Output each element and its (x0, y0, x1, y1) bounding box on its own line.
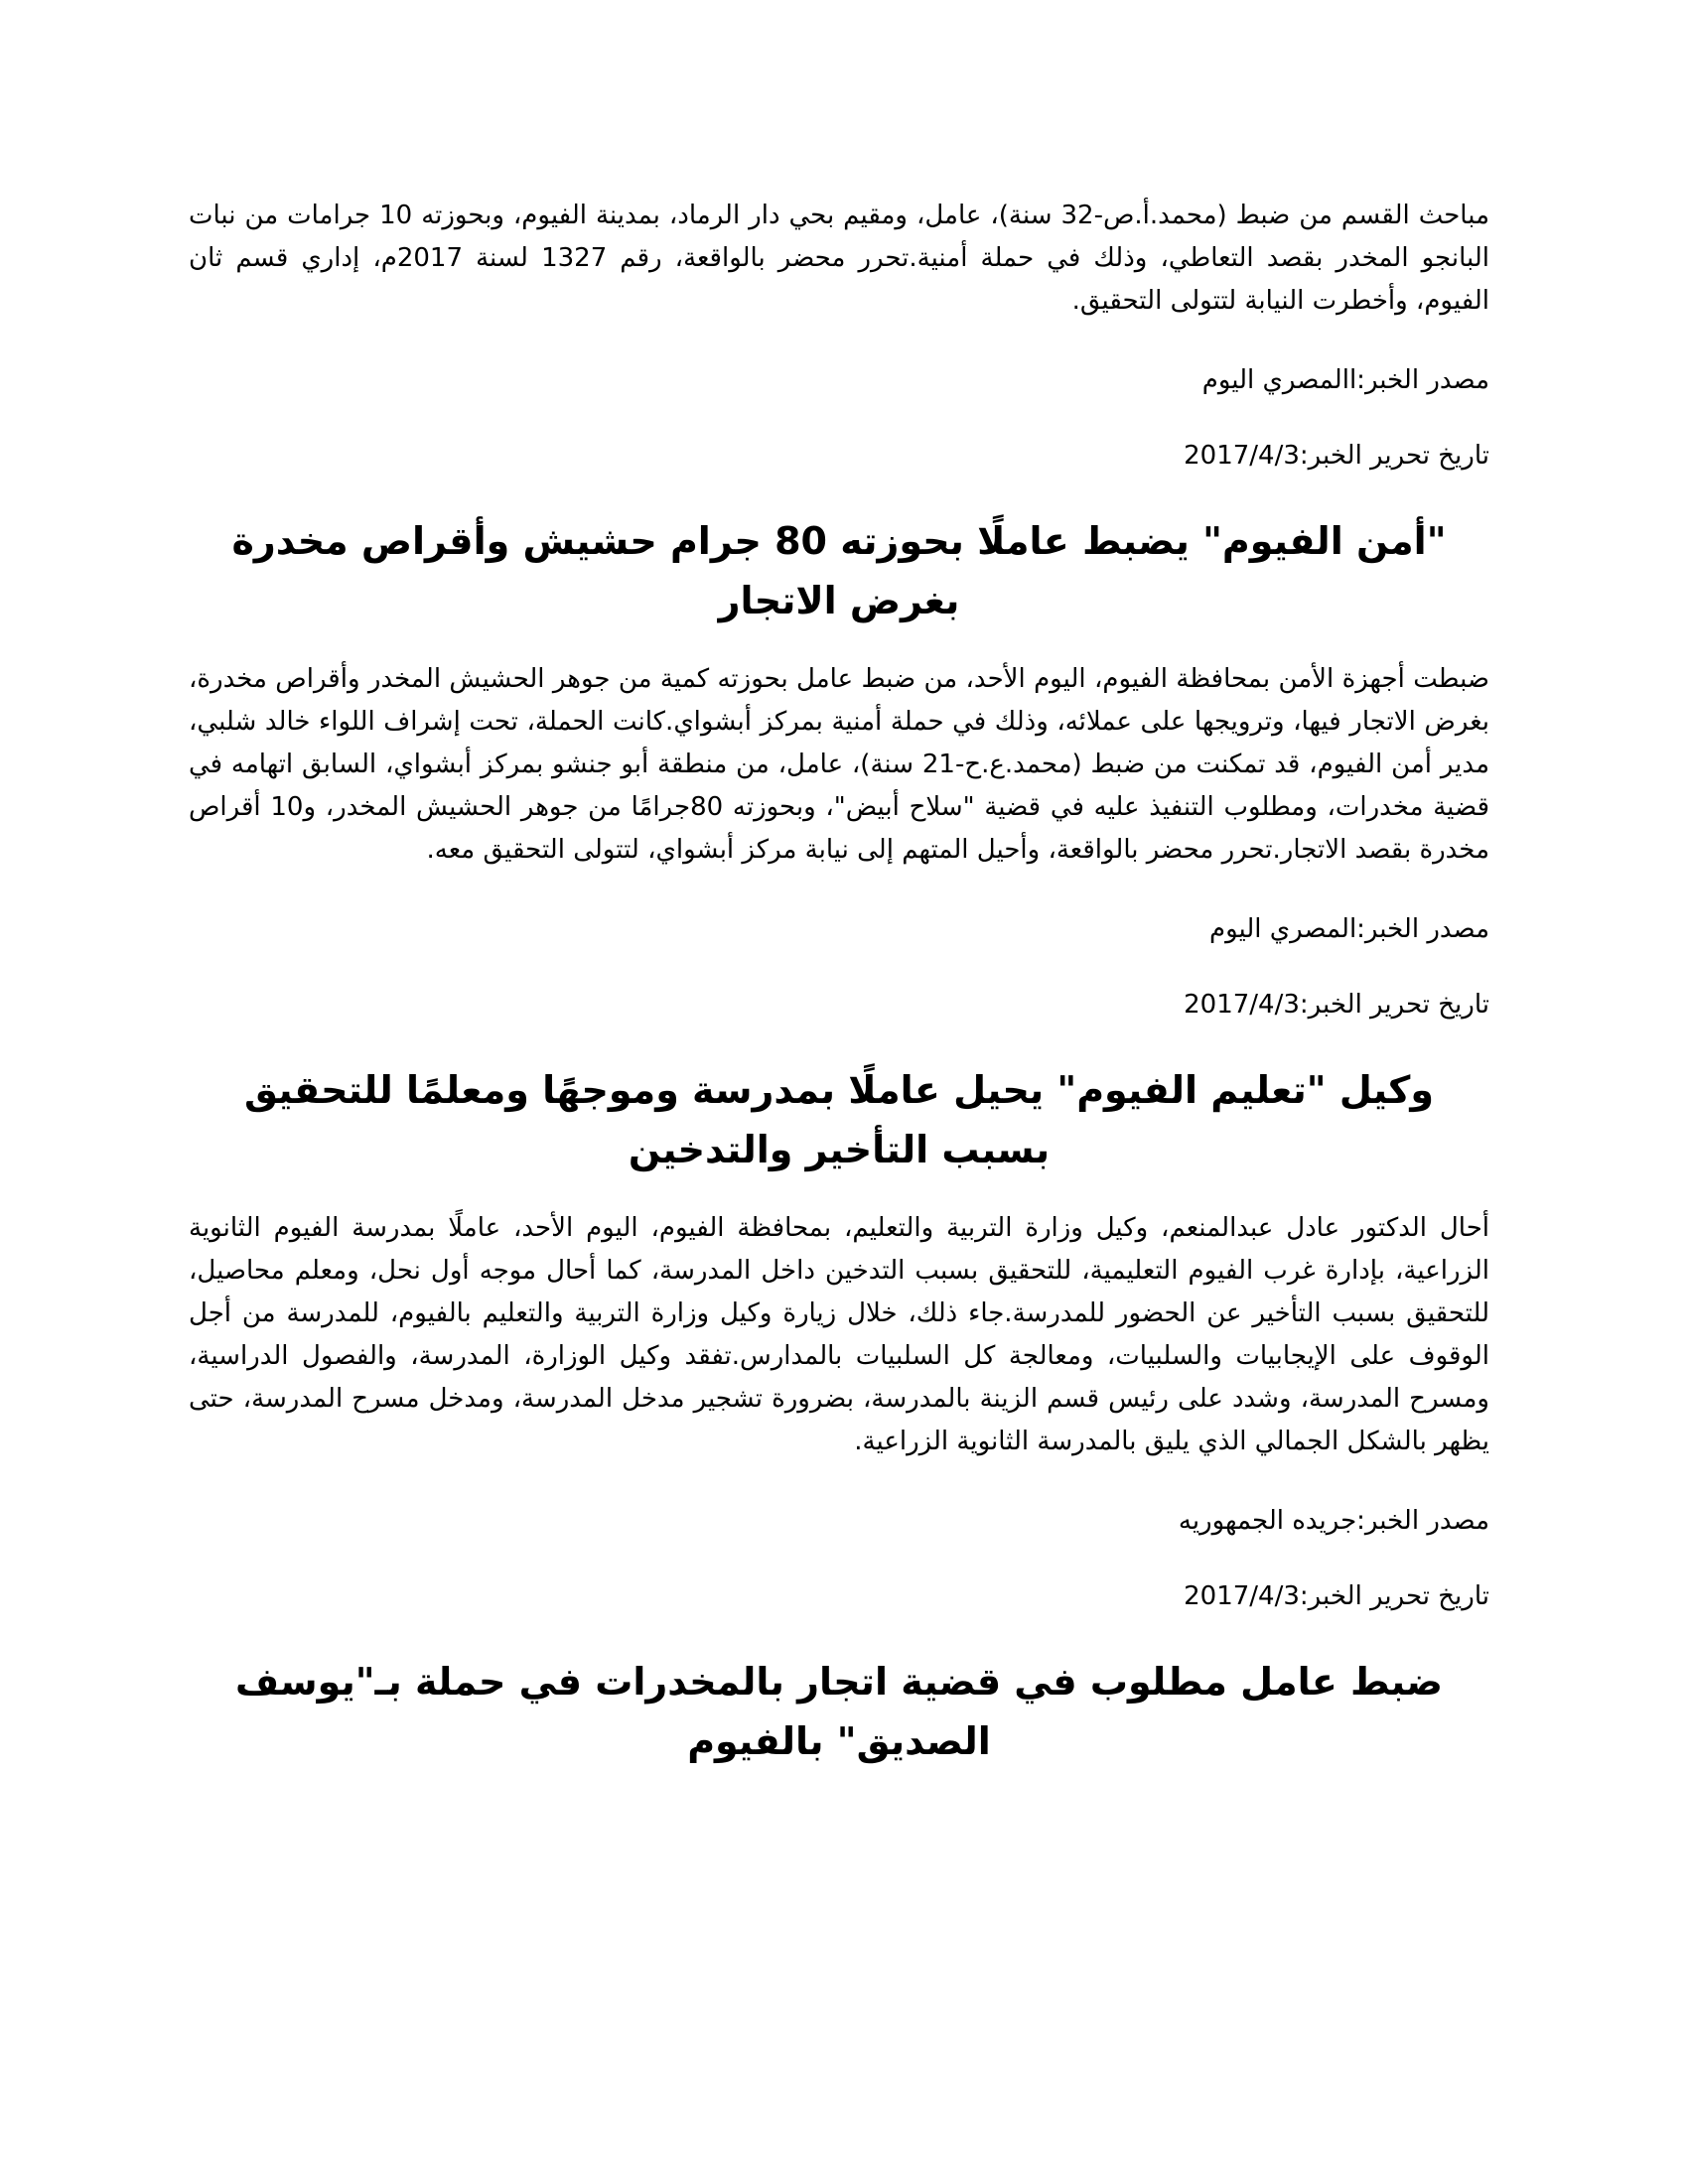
article-2 (189, 511, 1489, 1023)
article-headline: "أمن الفيوم" يضبط عاملًا بحوزته 80 جرام حشيش وأقراص مخدرة بغرض الاتجار (231, 519, 1447, 622)
article-headline: وكيل "تعليم الفيوم" يحيل عاملًا بمدرسة وموجهًا ومعلمًا للتحقيق بسبب التأخير والتدخين (244, 1068, 1434, 1171)
news-date: تاريخ تحرير الخبر:2017/4/3 (1184, 441, 1489, 471)
news-source: مصدر الخبر:المصري اليوم (1208, 914, 1489, 944)
document-page (189, 195, 1489, 1799)
news-date: تاريخ تحرير الخبر:2017/4/3 (1184, 1581, 1489, 1611)
news-date: تاريخ تحرير الخبر:2017/4/3 (1184, 990, 1489, 1020)
article-1 (189, 195, 1489, 474)
article-headline: ضبط عامل مطلوب في قضية اتجار بالمخدرات في حملة بـ"يوسف الصديق" بالفيوم (235, 1660, 1443, 1763)
article-4 (189, 1652, 1489, 1771)
article-body: مباحث القسم من ضبط (محمد.أ.ص-32 سنة)، عامل، ومقيم بحي دار الرماد، بمدينة الفيوم، وبحوزته 10 جرامات من نبات البانجو المخدر بقصد التعاطي، وذلك في حملة أمنية.تحرر محضر بالواقعة، رقم 1327 لسنة 2017م، إداري قسم ثان الفيوم، وأخطرت النيابة لتتولى التحقيق. (189, 201, 1490, 316)
news-source: مصدر الخبر:جريده الجمهوريه (1178, 1506, 1489, 1536)
article-body: أحال الدكتور عادل عبدالمنعم، وكيل وزارة التربية والتعليم، بمحافظة الفيوم، اليوم الأحد، عاملًا بمدرسة الفيوم الثانوية الزراعية، بإدارة غرب الفيوم التعليمية، للتحقيق بسبب التدخين داخل المدرسة، كما أحال موجه أول نحل، ومعلم محاصيل، للتحقيق بسبب التأخير عن الحضور للمدرسة.جاء ذلك، خلال زيارة وكيل وزارة التربية والتعليم بالفيوم، للمدرسة من أجل الوقوف على الإيجابيات والسلبيات، ومعالجة كل السلبيات بالمدارس.تفقد وكيل الوزارة، المدرسة، والفصول الدراسية، ومسرح المدرسة، وشدد على رئيس قسم الزينة بالمدرسة، بضرورة تشجير مدخل المدرسة، ومدخل مسرح المدرسة، حتى يظهر بالشكل الجمالي الذي يليق بالمدرسة الثانوية الزراعية. (189, 1213, 1489, 1456)
article-body: ضبطت أجهزة الأمن بمحافظة الفيوم، اليوم الأحد، من ضبط عامل بحوزته كمية من جوهر الحشيش المخدر وأقراص مخدرة، بغرض الاتجار فيها، وترويجها على عملائه، وذلك في حملة أمنية بمركز أبشواي.كانت الحملة، تحت إشراف اللواء خالد شلبي، مدير أمن الفيوم، قد تمكنت من ضبط (محمد.ع.ح-21 سنة)، عامل، من منطقة أبو جنشو بمركز أبشواي، السابق اتهامه في قضية مخدرات، ومطلوب التنفيذ عليه في قضية "سلاح أبيض"، وبحوزته 80جرامًا من جوهر الحشيش المخدر، و10 أقراص مخدرة بقصد الاتجار.تحرر محضر بالواقعة، وأحيل المتهم إلى نيابة مركز أبشواي، لتتولى التحقيق معه. (189, 664, 1489, 865)
article-3 (189, 1060, 1489, 1614)
news-source: مصدر الخبر:االمصري اليوم (1201, 365, 1489, 395)
